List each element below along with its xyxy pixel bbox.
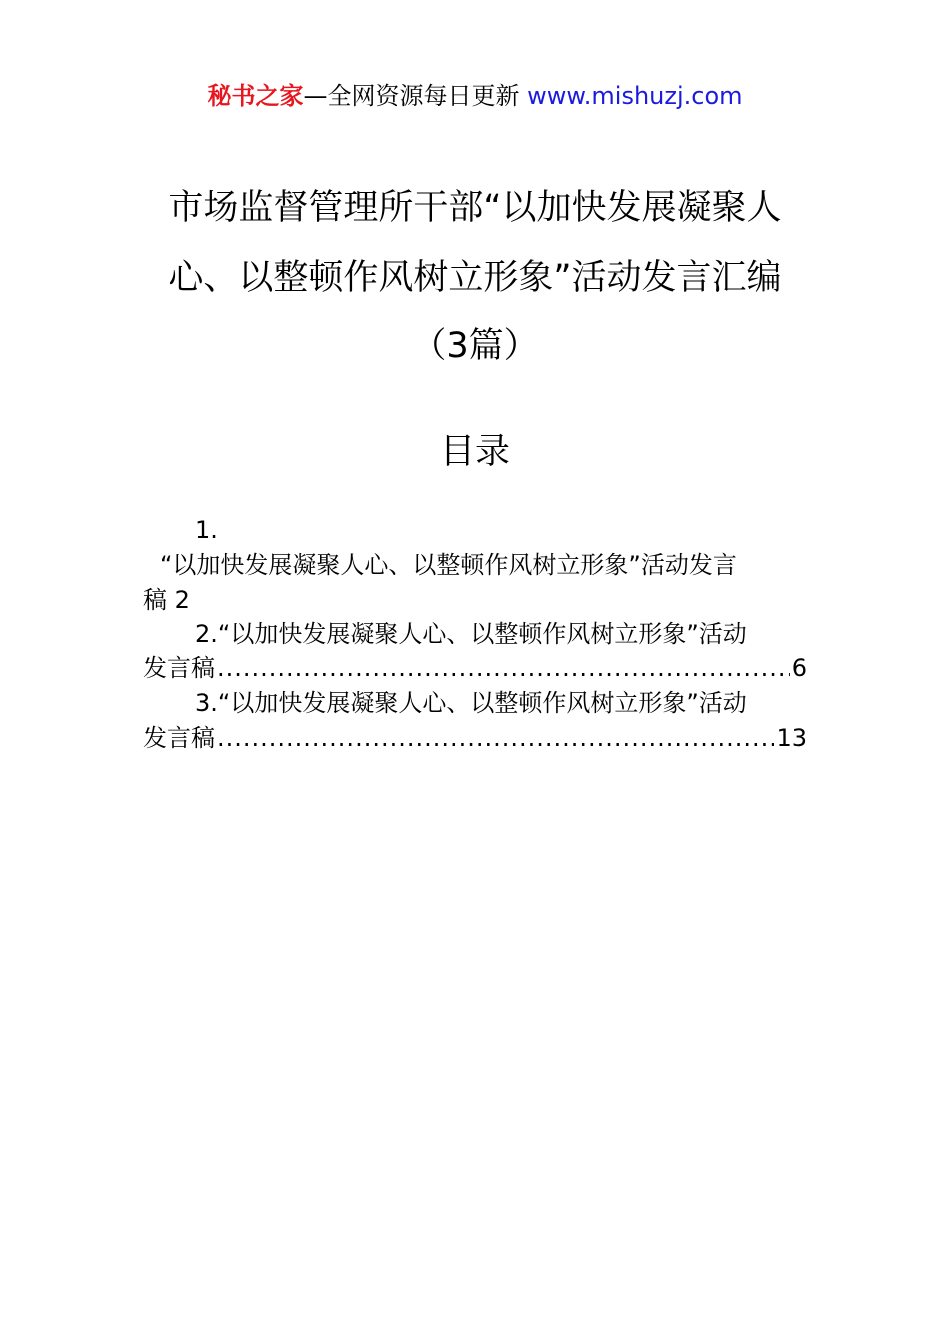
dot-leader	[217, 721, 774, 755]
toc-item-page: 6	[791, 654, 807, 682]
toc-item-2-line-2[interactable]	[143, 651, 807, 685]
toc-item-1-line-2[interactable]	[143, 583, 807, 617]
toc-item-text: 3.“以加快发展凝聚人心、以整顿作风树立形象”活动	[195, 689, 747, 717]
document-title-line-1: 市场监督管理所干部“以加快发展凝聚人	[168, 188, 782, 228]
header-brand: 秘书之家	[207, 82, 304, 110]
toc-heading: 目录	[439, 432, 510, 472]
toc-item-1-number[interactable]	[143, 513, 807, 547]
toc-item-number: 1.	[195, 516, 218, 544]
document-title-line-2: 心、以整顿作风树立形象”活动发言汇编	[168, 258, 782, 298]
toc-item-page: 13	[776, 724, 807, 752]
toc-item-text: 发言稿	[143, 724, 215, 752]
header-tagline: —全网资源每日更新	[303, 82, 520, 110]
toc-item-3-line-1[interactable]	[143, 686, 807, 720]
toc-item-text: 2.“以加快发展凝聚人心、以整顿作风树立形象”活动	[195, 620, 747, 648]
toc-item-text: “以加快发展凝聚人心、以整顿作风树立形象”活动发言	[160, 551, 737, 579]
toc-item-3-line-2[interactable]	[143, 721, 807, 755]
header-url[interactable]: www.mishuzj.com	[527, 82, 743, 110]
dot-leader	[217, 651, 790, 685]
toc-item-text: 稿 2	[143, 586, 190, 614]
toc-item-2-line-1[interactable]	[143, 617, 807, 651]
toc-item-1-line-1[interactable]	[143, 548, 807, 582]
toc-item-text: 发言稿	[143, 654, 215, 682]
document-title-line-3: （3篇）	[411, 326, 539, 366]
site-header	[0, 80, 950, 112]
